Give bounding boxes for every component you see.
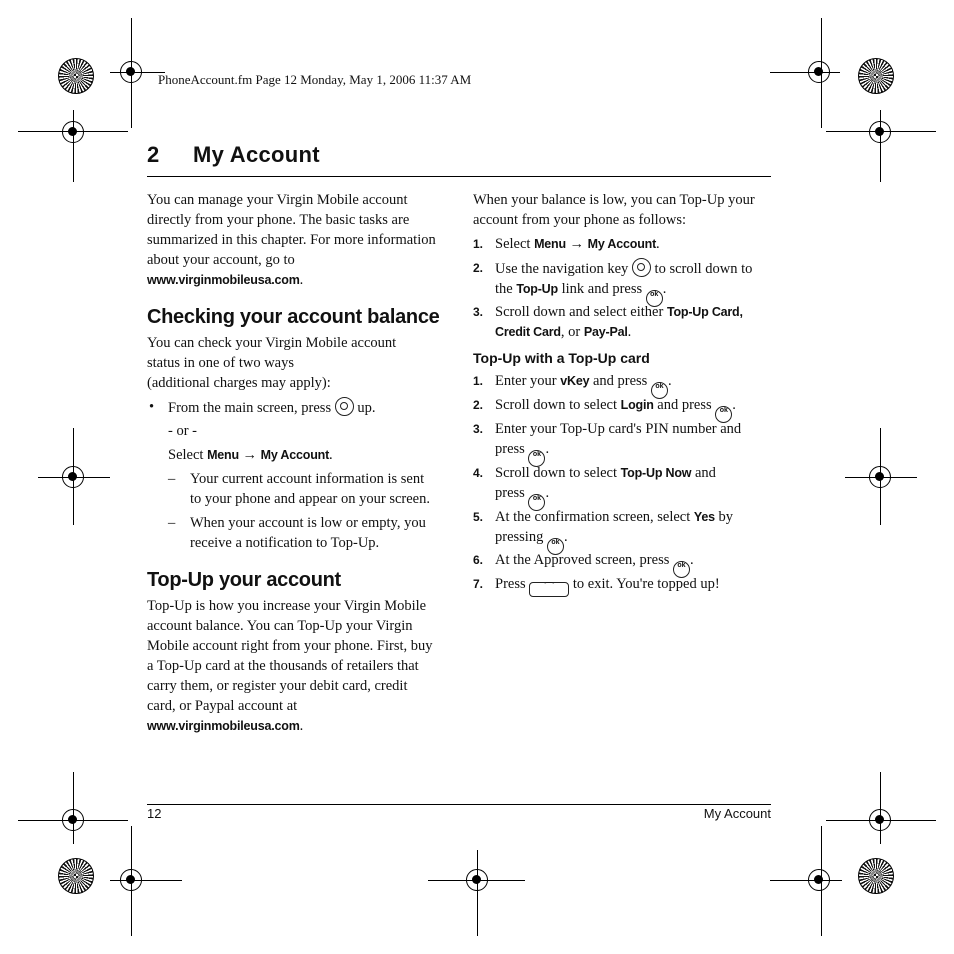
text-line: card, or Paypal account at bbox=[147, 698, 298, 714]
step-number: 7. bbox=[473, 577, 484, 591]
text-line: carry them, or register your debit card, credit bbox=[147, 678, 408, 694]
registration-mark-icon bbox=[869, 809, 891, 831]
website-link[interactable]: www.virginmobileusa.com bbox=[147, 719, 300, 733]
step-text: Press ⌒ to exit. You're topped up! bbox=[495, 574, 720, 597]
registration-mark-icon bbox=[120, 61, 142, 83]
registration-mark-icon bbox=[869, 121, 891, 143]
text-line: Top-Up is how you increase your Virgin Mobile bbox=[147, 598, 427, 614]
chapter-number: 2 bbox=[147, 142, 160, 167]
registration-mark-icon bbox=[62, 121, 84, 143]
page-number: 12 bbox=[147, 806, 162, 821]
text-line: a Top-Up card at the thousands of retailers that bbox=[147, 658, 419, 674]
text-line: Mobile account right from your phone. First, buy bbox=[147, 638, 433, 654]
website-link[interactable]: www.virginmobileusa.com bbox=[147, 273, 300, 287]
navigation-key-icon bbox=[632, 258, 651, 277]
text-line: (additional charges may apply): bbox=[147, 375, 331, 391]
ok-key-icon: ok bbox=[646, 290, 663, 307]
text-line: directly from your phone. The basic tasks are bbox=[147, 212, 410, 228]
registration-mark-icon bbox=[808, 869, 830, 891]
color-wheel-icon bbox=[58, 58, 94, 94]
step-text: Enter your vKey and press ok . bbox=[495, 371, 672, 399]
or-separator: - or - bbox=[168, 423, 197, 439]
end-key-icon: ⌒ bbox=[529, 582, 569, 597]
section-heading-balance: Checking your account balance bbox=[147, 306, 440, 328]
footer-section: My Account bbox=[703, 806, 771, 821]
ok-key-icon: ok bbox=[651, 382, 668, 399]
select-menu-line: Select Menu → My Account. bbox=[168, 447, 333, 463]
ok-key-icon: ok bbox=[528, 450, 545, 467]
step-number: 3. bbox=[473, 305, 484, 319]
intro-paragraph: You can manage your Virgin Mobile account directly from your phone. The basic tasks are summarized in this chapter. For more information about your account, go to www.virginmobileusa.com. bbox=[147, 190, 457, 290]
crop-mark bbox=[880, 772, 881, 844]
ok-key-icon: ok bbox=[673, 561, 690, 578]
registration-mark-icon bbox=[808, 61, 830, 83]
step-text: At the Approved screen, press ok . bbox=[495, 550, 694, 578]
step-number: 4. bbox=[473, 466, 484, 480]
step-number: 2. bbox=[473, 261, 484, 275]
crop-mark bbox=[477, 850, 478, 936]
subsection-heading-card: Top-Up with a Top-Up card bbox=[473, 350, 650, 366]
registration-mark-icon bbox=[466, 869, 488, 891]
step-number: 1. bbox=[473, 237, 484, 251]
ok-key-icon: ok bbox=[547, 538, 564, 555]
print-header: PhoneAccount.fm Page 12 Monday, May 1, 2006 11:37 AM bbox=[158, 72, 472, 87]
footer-rule bbox=[147, 804, 771, 805]
step-text: Select Menu → My Account. bbox=[495, 236, 660, 252]
text-line: status in one of two ways bbox=[147, 355, 294, 371]
text-line: You can manage your Virgin Mobile account bbox=[147, 192, 408, 208]
color-wheel-icon bbox=[858, 858, 894, 894]
chapter-title: My Account bbox=[193, 142, 320, 167]
my-account-label: My Account bbox=[260, 448, 330, 462]
step-text: At the confirmation screen, select Yes by pressing ok . bbox=[495, 507, 733, 555]
ok-key-icon: ok bbox=[715, 406, 732, 423]
step-text: Use the navigation key to scroll down to the Top-Up link and press ok . bbox=[495, 258, 752, 307]
balance-paragraph bbox=[147, 333, 457, 393]
right-intro: When your balance is low, you can Top-Up your account from your phone as follows: bbox=[473, 192, 755, 228]
text-line: account balance. You can Top-Up your Virgin bbox=[147, 618, 413, 634]
crop-mark bbox=[770, 880, 842, 881]
registration-mark-icon bbox=[869, 466, 891, 488]
registration-mark-icon bbox=[62, 809, 84, 831]
text-line: summarized in this chapter. For more information bbox=[147, 232, 436, 248]
ok-key-icon: ok bbox=[528, 494, 545, 511]
topup-paragraph: Top-Up is how you increase your Virgin Mobile account balance. You can Top-Up your Virgin Mobile account right from your phone. First, buy a Top-Up card at the thousands of retailers that carry them, or register your debit card, credit card, or Paypal account at www.virginmobileusa.com. bbox=[147, 596, 457, 736]
navigation-key-icon bbox=[335, 397, 354, 416]
chapter-heading bbox=[147, 140, 771, 177]
text-line: You can check your Virgin Mobile account bbox=[147, 335, 397, 351]
section-heading-topup: Top-Up your account bbox=[147, 569, 341, 591]
step-number: 6. bbox=[473, 553, 484, 567]
step-text: Scroll down and select either Top-Up Card, Credit Card, or Pay-Pal. bbox=[495, 304, 743, 340]
step-number: 5. bbox=[473, 510, 484, 524]
color-wheel-icon bbox=[858, 58, 894, 94]
registration-mark-icon bbox=[120, 869, 142, 891]
step-number: 1. bbox=[473, 374, 484, 388]
step-number: 2. bbox=[473, 398, 484, 412]
color-wheel-icon bbox=[58, 858, 94, 894]
step-text: Enter your Top-Up card's PIN number and press ok . bbox=[495, 419, 741, 467]
step-text: Scroll down to select Login and press ok . bbox=[495, 395, 736, 423]
step-text: Scroll down to select Top-Up Now and press ok . bbox=[495, 463, 716, 511]
text-line: about your account, go to bbox=[147, 252, 295, 268]
crop-mark bbox=[73, 772, 74, 844]
step-number: 3. bbox=[473, 422, 484, 436]
menu-label: Menu bbox=[207, 448, 239, 462]
registration-mark-icon bbox=[62, 466, 84, 488]
